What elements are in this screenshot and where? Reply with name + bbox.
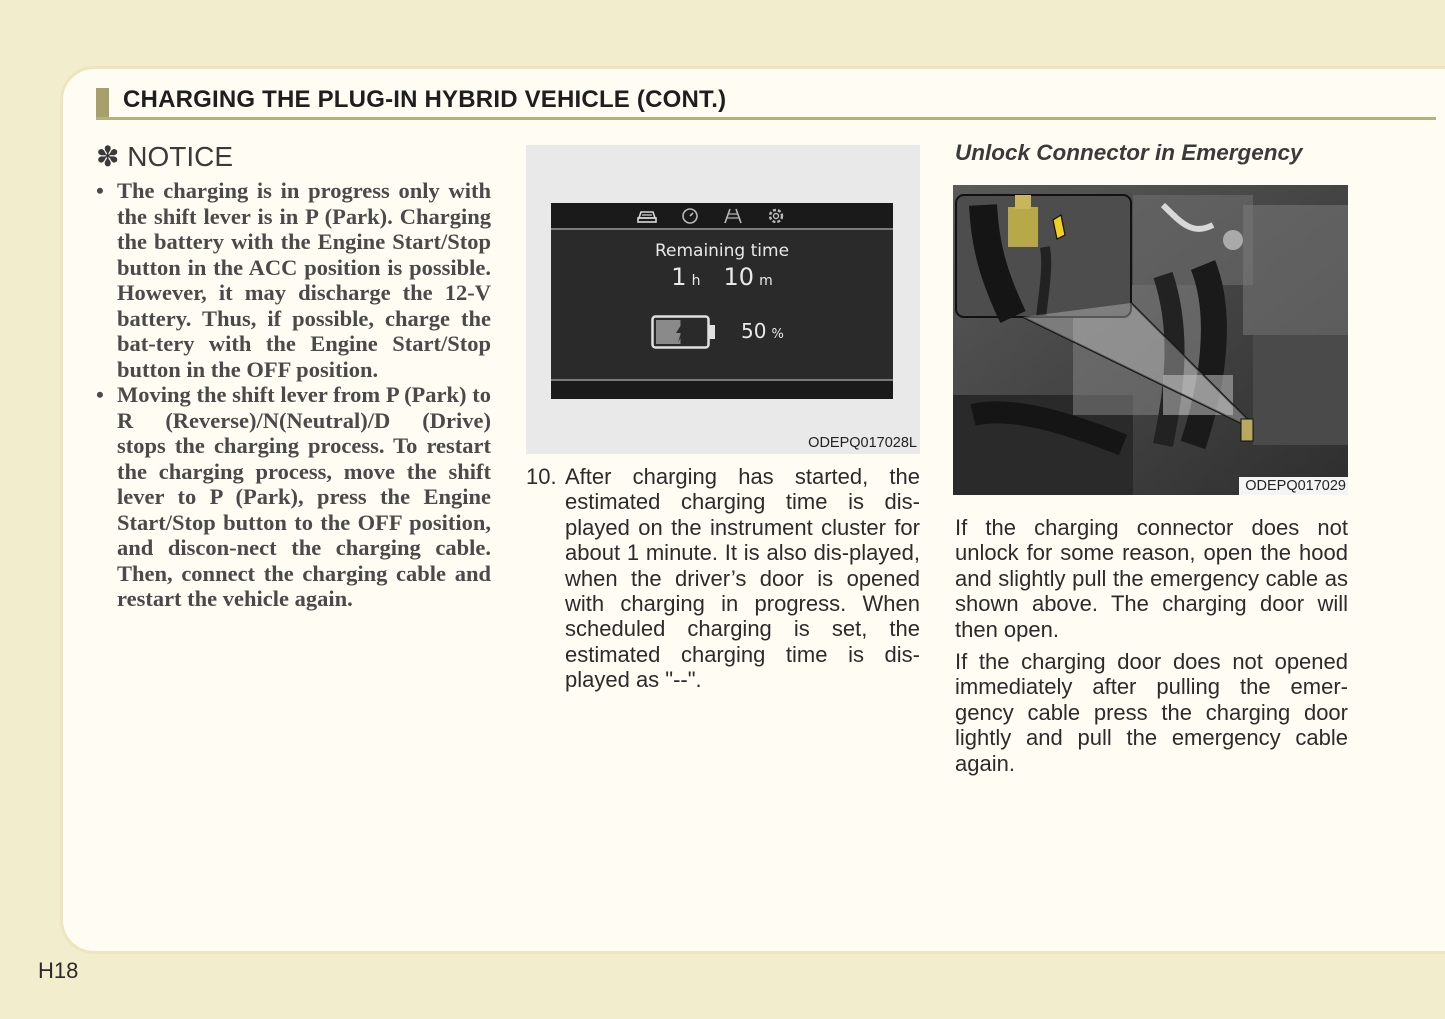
battery-unit: % <box>771 327 784 342</box>
gauge-icon <box>680 206 700 226</box>
notice-item-text: Moving the shift lever from P (Park) to R (Reverse)/N(Neutral)/D (Drive) stops the charging process. To restart the charging process, move the shift lever to P (Park), press the Engine Start/Stop button to the OFF position, and discon-nect the charging cable. Then, connect the charging cable and restart the vehicle again. <box>117 382 491 611</box>
instrument-cluster-figure <box>526 145 920 454</box>
minutes-value: 10 <box>723 263 755 291</box>
notice-item <box>96 178 491 382</box>
notice-title: ✽ NOTICE <box>96 141 234 172</box>
notice-item <box>96 382 491 612</box>
emergency-subtitle: Unlock Connector in Emergency <box>955 140 1303 165</box>
emergency-paragraph: If the charging connector does not unlock for some reason, open the hood and slightly pull the emergency cable as shown above. The charging door will then open. <box>955 515 1348 642</box>
battery-icon <box>651 315 717 349</box>
notice-list <box>96 178 491 612</box>
page-title: CHARGING THE PLUG-IN HYBRID VEHICLE (CONT.) <box>123 86 727 113</box>
notice-item-text: The charging is in progress only with the shift lever is in P (Park). Charging the battery with the Engine Start/Stop button in the ACC position is possible. However, it may discharge the 12-V battery. Thus, if possible, charge the bat-tery with the Engine Start/Stop button in the OFF position. <box>117 178 491 382</box>
hours-unit: h <box>691 273 701 289</box>
hours-value: 1 <box>671 263 687 291</box>
cluster-top-bar <box>551 203 893 230</box>
emergency-paragraph: If the charging door does not opened immediately after pulling the emer-gency cable press the charging door lightly and pull the emergency cable again. <box>955 649 1348 776</box>
step-10 <box>526 464 920 693</box>
road-icon <box>722 206 744 226</box>
page-number: H18 <box>38 958 79 983</box>
settings-icon <box>766 206 786 226</box>
engine-bay-illustration <box>953 185 1348 495</box>
step-number: 10. <box>526 464 557 489</box>
battery-value: 50 <box>741 319 767 343</box>
battery-percentage <box>741 319 784 343</box>
cluster-bottom-bar <box>551 379 893 399</box>
remaining-time-value <box>551 263 893 291</box>
bullet: • <box>96 178 104 203</box>
minutes-unit: m <box>759 273 773 289</box>
figure-code: ODEPQ017029 <box>1239 477 1348 495</box>
remaining-time-label: Remaining time <box>654 241 790 261</box>
car-icon <box>636 206 658 226</box>
section-header <box>96 86 1436 120</box>
cluster-display <box>551 203 893 399</box>
bullet: • <box>96 382 104 407</box>
header-accent-bar <box>96 88 109 117</box>
figure-code: ODEPQ017028L <box>808 435 917 451</box>
engine-bay-figure <box>953 185 1348 495</box>
step-text: After charging has started, the estimated charging time is dis-played on the instrument cluster for about 1 minute. It is also dis-played, when the driver’s door is opened with charging in progress. When scheduled charging is set, the estimated charging time is dis-played as "--". <box>565 464 920 693</box>
